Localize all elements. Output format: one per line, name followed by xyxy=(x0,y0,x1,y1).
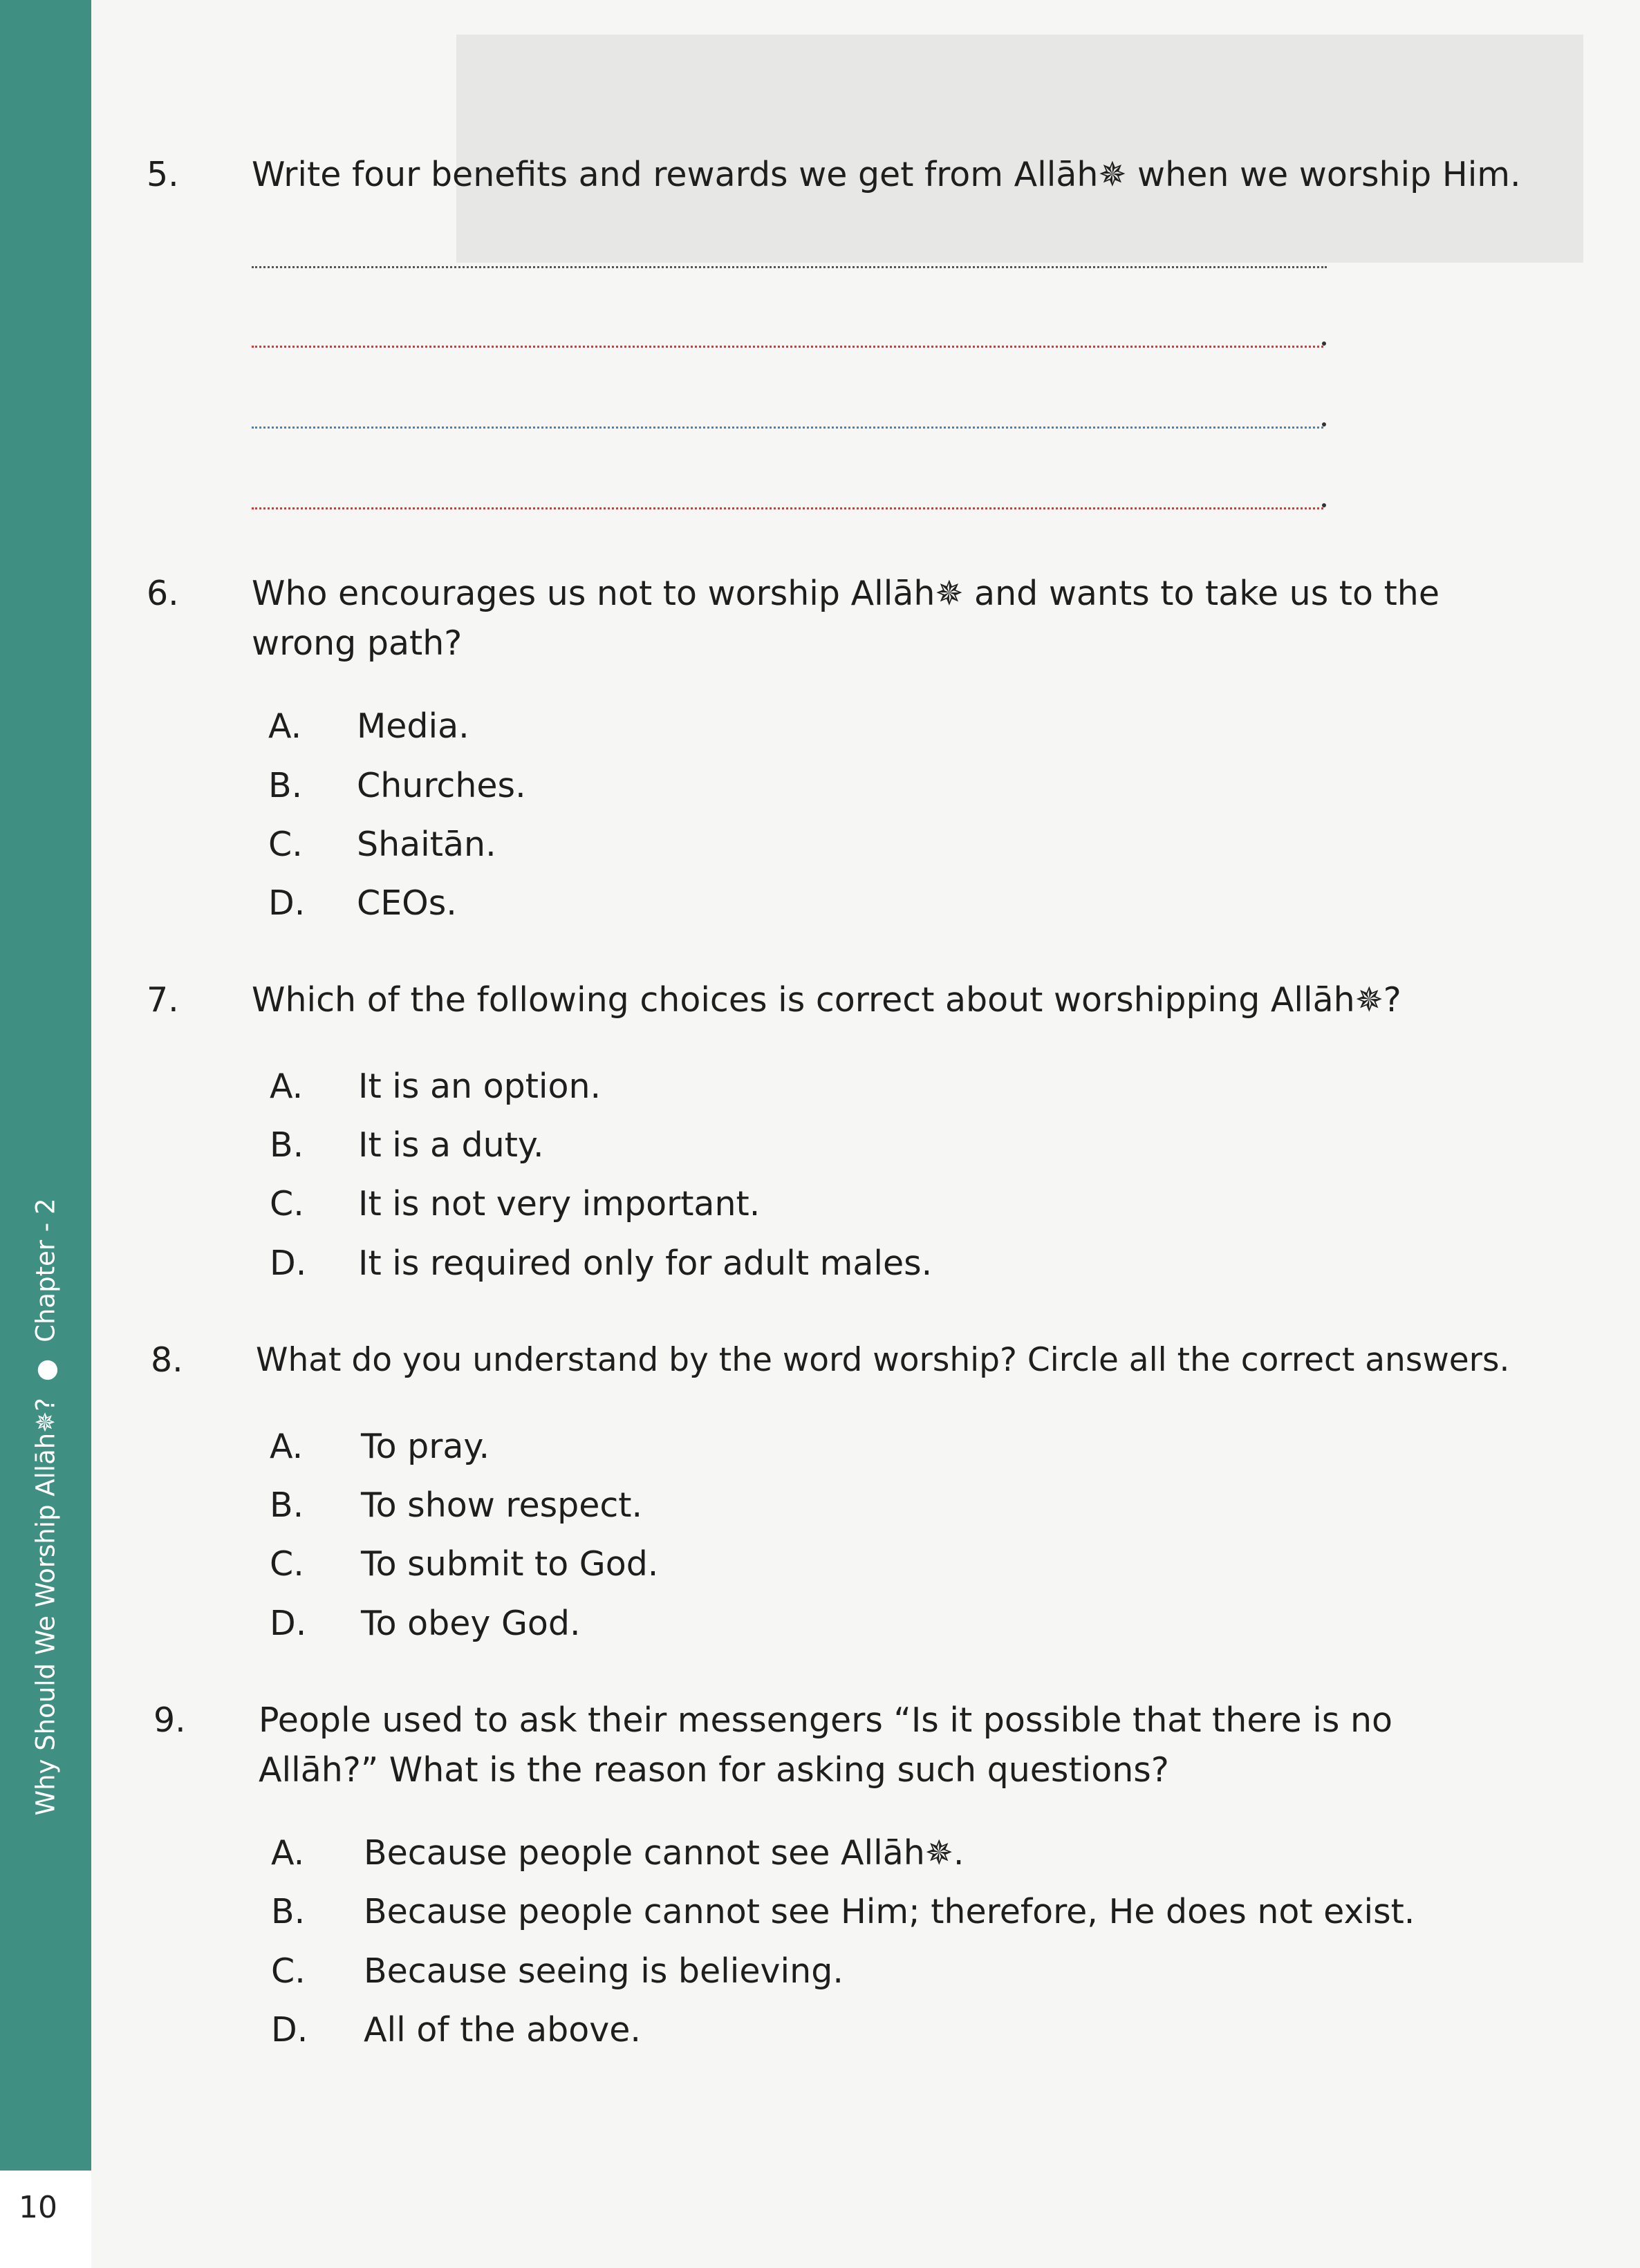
option-text: CEOs. xyxy=(357,883,457,923)
running-title: Why Should We Worship Allāh✵? xyxy=(30,1398,61,1816)
question-number: 7. xyxy=(147,980,179,1020)
option-letter: C. xyxy=(271,1951,306,1991)
question-text: What do you understand by the word worship? Circle all the correct answers. xyxy=(256,1341,1510,1379)
option-letter: A. xyxy=(270,1427,304,1466)
option-letter: D. xyxy=(270,1604,307,1643)
option-text: All of the above. xyxy=(364,2010,641,2050)
option-text: To show respect. xyxy=(361,1486,643,1525)
question-number: 6. xyxy=(147,574,179,613)
option-letter: A. xyxy=(270,1067,304,1106)
option-text: It is a duty. xyxy=(358,1125,544,1165)
option-text: It is an option. xyxy=(358,1067,602,1106)
chapter-side-bar xyxy=(0,0,91,2268)
option-letter: B. xyxy=(270,1486,304,1525)
option-text: It is required only for adult males. xyxy=(358,1244,933,1283)
option-text: Churches. xyxy=(357,766,526,805)
option-text: To obey God. xyxy=(361,1604,581,1643)
answer-line-end-dot xyxy=(1322,503,1326,507)
option-letter: D. xyxy=(270,1244,307,1283)
option-letter: C. xyxy=(268,825,303,864)
option-text: To pray. xyxy=(361,1427,490,1466)
answer-line-4[interactable] xyxy=(252,507,1323,509)
answer-line-2[interactable] xyxy=(252,346,1323,348)
question-number: 5. xyxy=(147,155,179,194)
option-letter: B. xyxy=(268,766,303,805)
separator-dot: ● xyxy=(30,1358,61,1382)
question-number: 8. xyxy=(151,1340,183,1380)
option-text: Media. xyxy=(357,706,469,746)
answer-line-end-dot xyxy=(1322,422,1326,427)
option-text: Because people cannot see Allāh✵. xyxy=(364,1833,965,1873)
answer-line-end-dot xyxy=(1322,341,1326,346)
option-letter: C. xyxy=(270,1544,304,1584)
option-text: Because people cannot see Him; therefore, He does not exist. xyxy=(364,1892,1415,1931)
question-text-line-1: People used to ask their messengers “Is it possible that there is no xyxy=(259,1700,1393,1740)
running-chapter: Chapter - 2 xyxy=(30,1198,61,1342)
question-text: Which of the following choices is correct about worshipping Allāh✵? xyxy=(252,980,1401,1020)
option-text: It is not very important. xyxy=(358,1184,761,1224)
option-letter: A. xyxy=(268,706,302,746)
question-text-line-2: Allāh?” What is the reason for asking such questions? xyxy=(259,1750,1169,1790)
question-number: 9. xyxy=(153,1700,186,1740)
option-letter: A. xyxy=(271,1833,305,1873)
option-letter: D. xyxy=(268,883,306,923)
question-text-line-1: Who encourages us not to worship Allāh✵ and wants to take us to the xyxy=(252,574,1439,613)
option-text: To submit to God. xyxy=(361,1544,659,1584)
side-running-title xyxy=(31,1199,61,1816)
bleed-through-banner xyxy=(456,35,1583,263)
option-letter: B. xyxy=(270,1125,304,1165)
option-text: Shaitān. xyxy=(357,825,496,864)
question-text-line-2: wrong path? xyxy=(252,624,463,663)
question-text: Write four benefits and rewards we get from Allāh✵ when we worship Him. xyxy=(252,155,1521,194)
answer-line-3[interactable] xyxy=(252,427,1323,429)
option-text: Because seeing is believing. xyxy=(364,1951,844,1991)
option-letter: B. xyxy=(271,1892,306,1931)
option-letter: C. xyxy=(270,1184,304,1224)
option-letter: D. xyxy=(271,2010,308,2050)
answer-line-1[interactable] xyxy=(252,266,1327,268)
page-number: 10 xyxy=(19,2190,57,2225)
